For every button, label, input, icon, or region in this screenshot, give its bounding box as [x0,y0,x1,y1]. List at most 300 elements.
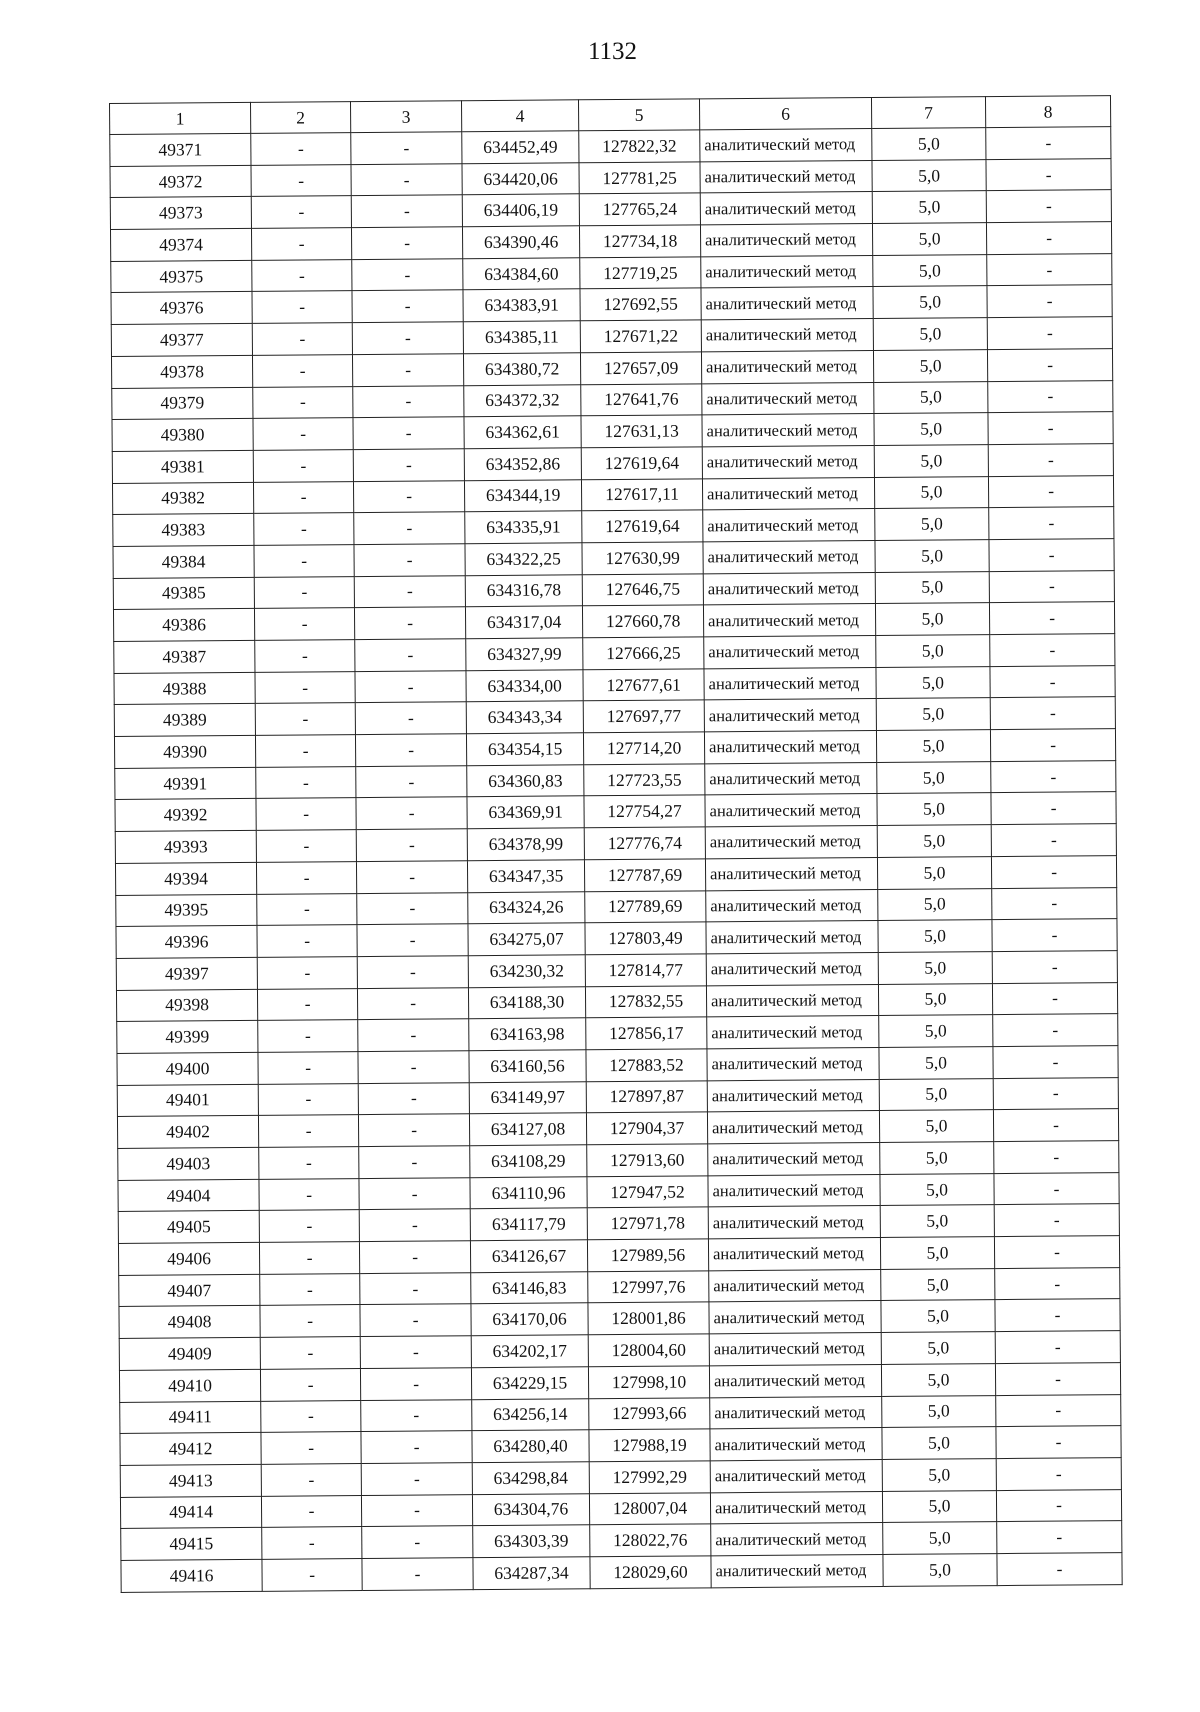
point-number-cell: 49401 [117,1084,258,1117]
method-cell: аналитический метод [711,1523,883,1556]
method-cell: аналитический метод [708,1206,880,1239]
column-2-cell: - [252,291,352,323]
x-coordinate-cell: 634324,26 [468,891,585,924]
column-3-cell: - [353,449,464,482]
column-3-cell: - [356,829,467,862]
x-coordinate-cell: 634160,56 [469,1050,586,1083]
column-header: 2 [250,102,350,134]
method-cell: аналитический метод [710,1428,882,1461]
x-coordinate-cell: 634188,30 [468,986,585,1019]
column-3-cell: - [353,480,464,513]
column-8-cell: - [997,1553,1122,1586]
y-coordinate-cell: 128004,60 [588,1334,709,1367]
column-2-cell: - [260,1368,360,1400]
column-2-cell: - [259,1210,359,1242]
accuracy-cell: 5,0 [882,1490,996,1523]
column-8-cell: - [996,1489,1121,1522]
column-3-cell: - [355,734,466,767]
y-coordinate-cell: 127630,99 [582,542,703,575]
column-3-cell: - [359,1177,470,1210]
column-2-cell: - [257,925,357,957]
method-cell: аналитический метод [705,794,877,827]
column-2-cell: - [255,671,355,703]
column-8-cell: - [988,412,1113,445]
page-number: 1132 [587,38,638,65]
column-3-cell: - [352,322,463,355]
column-3-cell: - [360,1336,471,1369]
accuracy-cell: 5,0 [878,888,992,921]
column-header: 6 [699,98,871,130]
column-3-cell: - [356,765,467,798]
y-coordinate-cell: 127714,20 [583,732,704,765]
point-number-cell: 49416 [121,1559,262,1592]
x-coordinate-cell: 634372,32 [464,384,581,417]
x-coordinate-cell: 634420,06 [462,162,579,195]
column-3-cell: - [354,607,465,640]
column-8-cell: - [993,1046,1118,1079]
y-coordinate-cell: 127671,22 [580,320,701,353]
x-coordinate-cell: 634127,08 [469,1113,586,1146]
accuracy-cell: 5,0 [874,413,988,446]
column-header: 7 [871,97,985,129]
column-2-cell: - [262,1527,362,1559]
point-number-cell: 49393 [115,830,256,863]
method-cell: аналитический метод [703,509,875,542]
column-2-cell: - [258,1052,358,1084]
column-8-cell: - [993,1077,1118,1110]
column-2-cell: - [256,861,356,893]
point-number-cell: 49412 [120,1433,261,1466]
x-coordinate-cell: 634146,83 [471,1272,588,1305]
point-number-cell: 49415 [121,1528,262,1561]
x-coordinate-cell: 634383,91 [463,289,580,322]
point-number-cell: 49392 [115,799,256,832]
column-2-cell: - [258,1020,358,1052]
y-coordinate-cell: 127971,78 [587,1207,708,1240]
accuracy-cell: 5,0 [874,381,988,414]
column-2-cell: - [252,259,352,291]
y-coordinate-cell: 127619,64 [582,510,703,543]
y-coordinate-cell: 127719,25 [580,257,701,290]
column-3-cell: - [360,1304,471,1337]
y-coordinate-cell: 127781,25 [579,162,700,195]
accuracy-cell: 5,0 [879,1047,993,1080]
column-3-cell: - [354,575,465,608]
x-coordinate-cell: 634452,49 [462,131,579,164]
point-number-cell: 49407 [119,1274,260,1307]
column-2-cell: - [252,323,352,355]
column-3-cell: - [351,195,462,228]
column-3-cell: - [352,290,463,323]
column-8-cell: - [993,1109,1118,1142]
column-8-cell: - [994,1236,1119,1269]
accuracy-cell: 5,0 [881,1332,995,1365]
x-coordinate-cell: 634390,46 [462,226,579,259]
point-number-cell: 49376 [111,292,252,325]
method-cell: аналитический метод [700,160,872,193]
x-coordinate-cell: 634303,39 [473,1525,590,1558]
x-coordinate-cell: 634256,14 [472,1398,589,1431]
accuracy-cell: 5,0 [874,476,988,509]
y-coordinate-cell: 127822,32 [579,130,700,163]
point-number-cell: 49410 [119,1369,260,1402]
column-2-cell: - [254,513,354,545]
column-2-cell: - [256,830,356,862]
method-cell: аналитический метод [710,1396,882,1429]
column-8-cell: - [992,950,1117,983]
y-coordinate-cell: 127883,52 [586,1049,707,1082]
y-coordinate-cell: 127641,76 [581,383,702,416]
x-coordinate-cell: 634126,67 [470,1240,587,1273]
method-cell: аналитический метод [711,1554,883,1587]
method-cell: аналитический метод [709,1364,881,1397]
column-3-cell: - [358,1114,469,1147]
method-cell: аналитический метод [705,857,877,890]
accuracy-cell: 5,0 [872,223,986,256]
y-coordinate-cell: 127776,74 [584,827,705,860]
column-header: 8 [985,96,1110,128]
column-2-cell: - [257,893,357,925]
x-coordinate-cell: 634347,35 [467,860,584,893]
column-8-cell: - [988,443,1113,476]
point-number-cell: 49377 [111,324,252,357]
column-8-cell: - [986,158,1111,191]
column-2-cell: - [260,1305,360,1337]
column-3-cell: - [359,1241,470,1274]
method-cell: аналитический метод [703,604,875,637]
column-3-cell: - [357,987,468,1020]
accuracy-cell: 5,0 [875,603,989,636]
x-coordinate-cell: 634170,06 [471,1303,588,1336]
y-coordinate-cell: 128007,04 [589,1492,710,1525]
y-coordinate-cell: 127993,66 [589,1397,710,1430]
method-cell: аналитический метод [700,129,872,162]
column-2-cell: - [257,988,357,1020]
point-number-cell: 49405 [118,1211,259,1244]
column-3-cell: - [356,797,467,830]
column-8-cell: - [987,317,1112,350]
y-coordinate-cell: 127992,29 [589,1461,710,1494]
column-header: 5 [578,99,699,131]
accuracy-cell: 5,0 [881,1300,995,1333]
point-number-cell: 49382 [112,482,253,515]
method-cell: аналитический метод [708,1238,880,1271]
accuracy-cell: 5,0 [881,1268,995,1301]
accuracy-cell: 5,0 [876,698,990,731]
y-coordinate-cell: 127657,09 [580,352,701,385]
accuracy-cell: 5,0 [873,349,987,382]
column-8-cell: - [986,127,1111,160]
point-number-cell: 49389 [114,704,255,737]
table-body [110,127,1122,1592]
column-3-cell: - [357,956,468,989]
method-cell: аналитический метод [705,762,877,795]
column-8-cell: - [990,634,1115,667]
column-2-cell: - [255,640,355,672]
column-3-cell: - [358,1082,469,1115]
y-coordinate-cell: 127814,77 [585,954,706,987]
column-3-cell: - [362,1526,473,1559]
y-coordinate-cell: 127856,17 [586,1017,707,1050]
column-8-cell: - [995,1299,1120,1332]
point-number-cell: 49371 [110,133,251,166]
column-2-cell: - [254,576,354,608]
column-3-cell: - [352,258,463,291]
column-3-cell: - [360,1368,471,1401]
accuracy-cell: 5,0 [883,1554,997,1587]
column-2-cell: - [251,196,351,228]
column-2-cell: - [253,481,353,513]
x-coordinate-cell: 634343,34 [466,701,583,734]
column-8-cell: - [989,602,1114,635]
point-number-cell: 49380 [112,419,253,452]
accuracy-cell: 5,0 [877,825,991,858]
x-coordinate-cell: 634298,84 [472,1462,589,1495]
column-8-cell: - [991,855,1116,888]
y-coordinate-cell: 127803,49 [585,922,706,955]
y-coordinate-cell: 127734,18 [579,225,700,258]
x-coordinate-cell: 634378,99 [467,828,584,861]
y-coordinate-cell: 127631,13 [581,415,702,448]
accuracy-cell: 5,0 [879,1110,993,1143]
point-number-cell: 49406 [118,1242,259,1275]
point-number-cell: 49414 [120,1496,261,1529]
point-number-cell: 49379 [112,387,253,420]
column-3-cell: - [352,354,463,387]
accuracy-cell: 5,0 [872,159,986,192]
column-2-cell: - [256,766,356,798]
method-cell: аналитический метод [709,1301,881,1334]
column-8-cell: - [990,665,1115,698]
point-number-cell: 49402 [117,1116,258,1149]
coordinates-table-wrapper [109,95,1122,1592]
column-2-cell: - [259,1178,359,1210]
x-coordinate-cell: 634362,61 [464,416,581,449]
column-3-cell: - [360,1272,471,1305]
y-coordinate-cell: 127988,19 [589,1429,710,1462]
method-cell: аналитический метод [710,1491,882,1524]
x-coordinate-cell: 634163,98 [469,1018,586,1051]
accuracy-cell: 5,0 [880,1205,994,1238]
y-coordinate-cell: 127697,77 [583,700,704,733]
column-3-cell: - [354,544,465,577]
column-3-cell: - [356,861,467,894]
x-coordinate-cell: 634304,76 [472,1493,589,1526]
y-coordinate-cell: 128001,86 [588,1302,709,1335]
accuracy-cell: 5,0 [876,635,990,668]
column-8-cell: - [991,760,1116,793]
x-coordinate-cell: 634369,91 [467,796,584,829]
column-2-cell: - [261,1400,361,1432]
method-cell: аналитический метод [701,350,873,383]
method-cell: аналитический метод [708,1174,880,1207]
method-cell: аналитический метод [700,224,872,257]
accuracy-cell: 5,0 [873,286,987,319]
column-8-cell: - [995,1331,1120,1364]
accuracy-cell: 5,0 [875,540,989,573]
y-coordinate-cell: 127646,75 [582,573,703,606]
column-3-cell: - [361,1431,472,1464]
column-3-cell: - [359,1209,470,1242]
y-coordinate-cell: 127677,61 [583,669,704,702]
x-coordinate-cell: 634335,91 [465,511,582,544]
column-8-cell: - [991,824,1116,857]
column-3-cell: - [357,924,468,957]
column-8-cell: - [987,348,1112,381]
x-coordinate-cell: 634360,83 [467,765,584,798]
point-number-cell: 49372 [110,165,251,198]
column-3-cell: - [353,417,464,450]
y-coordinate-cell: 127997,76 [588,1271,709,1304]
column-8-cell: - [987,253,1112,286]
column-8-cell: - [993,1014,1118,1047]
x-coordinate-cell: 634202,17 [471,1335,588,1368]
column-2-cell: - [258,1115,358,1147]
accuracy-cell: 5,0 [880,1237,994,1270]
table-row [121,1553,1122,1593]
column-2-cell: - [259,1242,359,1274]
accuracy-cell: 5,0 [873,318,987,351]
method-cell: аналитический метод [701,287,873,320]
method-cell: аналитический метод [701,255,873,288]
point-number-cell: 49373 [110,197,251,230]
point-number-cell: 49411 [120,1401,261,1434]
accuracy-cell: 5,0 [882,1395,996,1428]
column-2-cell: - [260,1337,360,1369]
method-cell: аналитический метод [703,572,875,605]
y-coordinate-cell: 127904,37 [586,1112,707,1145]
y-coordinate-cell: 127666,25 [583,637,704,670]
column-2-cell: - [255,703,355,735]
point-number-cell: 49396 [116,926,257,959]
accuracy-cell: 5,0 [877,761,991,794]
x-coordinate-cell: 634275,07 [468,923,585,956]
y-coordinate-cell: 127754,27 [584,795,705,828]
column-2-cell: - [251,133,351,165]
point-number-cell: 49384 [113,545,254,578]
method-cell: аналитический метод [707,1111,879,1144]
y-coordinate-cell: 127913,60 [587,1144,708,1177]
column-2-cell: - [256,798,356,830]
point-number-cell: 49395 [116,894,257,927]
point-number-cell: 49409 [119,1337,260,1370]
column-2-cell: - [260,1273,360,1305]
point-number-cell: 49388 [114,672,255,705]
point-number-cell: 49397 [116,957,257,990]
column-2-cell: - [254,608,354,640]
point-number-cell: 49374 [110,228,251,261]
coordinates-table [109,95,1123,1592]
column-8-cell: - [996,1394,1121,1427]
point-number-cell: 49404 [118,1179,259,1212]
column-8-cell: - [988,380,1113,413]
x-coordinate-cell: 634117,79 [470,1208,587,1241]
y-coordinate-cell: 127897,87 [586,1080,707,1113]
column-2-cell: - [251,164,351,196]
x-coordinate-cell: 634287,34 [473,1557,590,1590]
method-cell: аналитический метод [710,1459,882,1492]
accuracy-cell: 5,0 [881,1363,995,1396]
method-cell: аналитический метод [706,921,878,954]
column-3-cell: - [359,1146,470,1179]
point-number-cell: 49403 [118,1147,259,1180]
column-3-cell: - [362,1558,473,1591]
column-2-cell: - [257,956,357,988]
accuracy-cell: 5,0 [882,1458,996,1491]
point-number-cell: 49390 [114,735,255,768]
column-header: 4 [461,100,578,132]
y-coordinate-cell: 128029,60 [590,1556,711,1589]
column-8-cell: - [991,792,1116,825]
column-8-cell: - [992,982,1117,1015]
y-coordinate-cell: 127660,78 [582,605,703,638]
x-coordinate-cell: 634406,19 [462,194,579,227]
method-cell: аналитический метод [709,1333,881,1366]
column-8-cell: - [986,222,1111,255]
point-number-cell: 49383 [113,514,254,547]
column-8-cell: - [994,1141,1119,1174]
method-cell: аналитический метод [700,192,872,225]
method-cell: аналитический метод [707,1079,879,1112]
column-8-cell: - [997,1521,1122,1554]
column-header: 3 [350,101,461,133]
column-2-cell: - [253,449,353,481]
column-3-cell: - [361,1463,472,1496]
column-3-cell: - [361,1399,472,1432]
accuracy-cell: 5,0 [879,1078,993,1111]
accuracy-cell: 5,0 [883,1522,997,1555]
method-cell: аналитический метод [702,477,874,510]
column-2-cell: - [261,1495,361,1527]
y-coordinate-cell: 127989,56 [587,1239,708,1272]
method-cell: аналитический метод [704,731,876,764]
method-cell: аналитический метод [705,826,877,859]
x-coordinate-cell: 634149,97 [469,1081,586,1114]
method-cell: аналитический метод [702,445,874,478]
accuracy-cell: 5,0 [877,856,991,889]
method-cell: аналитический метод [709,1269,881,1302]
x-coordinate-cell: 634229,15 [471,1367,588,1400]
method-cell: аналитический метод [704,667,876,700]
method-cell: аналитический метод [707,1016,879,1049]
column-3-cell: - [355,670,466,703]
x-coordinate-cell: 634230,32 [468,955,585,988]
column-8-cell: - [995,1362,1120,1395]
accuracy-cell: 5,0 [872,191,986,224]
y-coordinate-cell: 127998,10 [588,1366,709,1399]
accuracy-cell: 5,0 [879,1015,993,1048]
point-number-cell: 49400 [117,1052,258,1085]
method-cell: аналитический метод [706,889,878,922]
column-2-cell: - [252,354,352,386]
accuracy-cell: 5,0 [873,254,987,287]
column-2-cell: - [262,1558,362,1590]
column-2-cell: - [255,735,355,767]
point-number-cell: 49386 [113,609,254,642]
point-number-cell: 49381 [112,450,253,483]
column-3-cell: - [353,385,464,418]
accuracy-cell: 5,0 [876,666,990,699]
x-coordinate-cell: 634322,25 [465,543,582,576]
method-cell: аналитический метод [706,984,878,1017]
column-3-cell: - [355,702,466,735]
column-8-cell: - [990,729,1115,762]
method-cell: аналитический метод [702,382,874,415]
accuracy-cell: 5,0 [875,508,989,541]
accuracy-cell: 5,0 [872,128,986,161]
column-3-cell: - [361,1494,472,1527]
x-coordinate-cell: 634380,72 [463,353,580,386]
